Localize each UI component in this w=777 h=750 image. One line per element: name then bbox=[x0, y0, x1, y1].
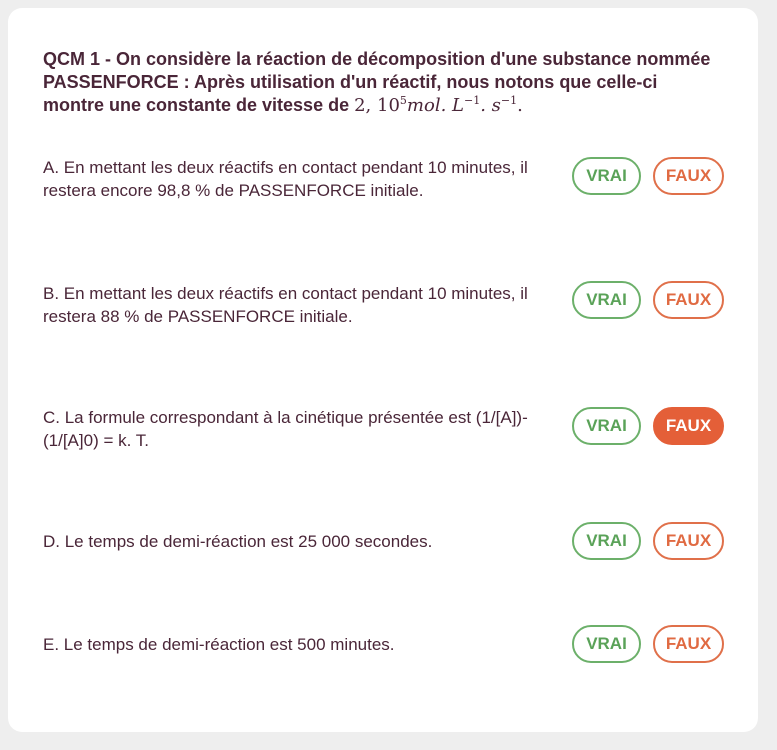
rate-constant bbox=[354, 95, 523, 116]
answer-item-text: A. En mettant les deux réactifs en contact pendant 10 minutes, il restera encore 98,8 % de PASSENFORCE initiale. bbox=[43, 158, 528, 200]
rate-unit-s: . s bbox=[480, 95, 501, 116]
rate-unit-mol: mol. L bbox=[406, 95, 464, 116]
answer-item-e bbox=[43, 625, 723, 675]
answer-item-text: C. La formule correspondant à la cinétique présentée est (1/[A])- (1/[A]0) = k. T. bbox=[43, 408, 528, 450]
vrai-button-c[interactable]: VRAI bbox=[572, 407, 641, 445]
answer-item-text: E. Le temps de demi-réaction est 500 minutes. bbox=[43, 635, 395, 654]
answer-item-text: D. Le temps de demi-réaction est 25 000 secondes. bbox=[43, 532, 433, 551]
answer-item-b bbox=[43, 280, 723, 330]
rate-unit-exponent-1: −1 bbox=[463, 94, 481, 107]
faux-button-b[interactable]: FAUX bbox=[653, 281, 724, 319]
rate-period: . bbox=[517, 95, 523, 116]
rate-exponent: 5 bbox=[399, 94, 407, 107]
rate-value: 2, 10 bbox=[354, 95, 400, 116]
vrai-button-e[interactable]: VRAI bbox=[572, 625, 641, 663]
faux-button-d[interactable]: FAUX bbox=[653, 522, 724, 560]
answer-item-d bbox=[43, 522, 723, 572]
question-card bbox=[8, 8, 758, 732]
question-text: QCM 1 - On considère la réaction de décomposition d'une substance nommée PASSENFORCE : Après utilisation d'un réactif, nous notons que celle-ci montre une constante de vitesse de bbox=[43, 49, 711, 115]
rate-unit-exponent-2: −1 bbox=[500, 94, 518, 107]
question-title bbox=[43, 48, 723, 117]
vrai-button-a[interactable]: VRAI bbox=[572, 157, 641, 195]
vrai-button-b[interactable]: VRAI bbox=[572, 281, 641, 319]
answer-item-c bbox=[43, 406, 723, 456]
faux-button-c[interactable]: FAUX bbox=[653, 407, 724, 445]
faux-button-e[interactable]: FAUX bbox=[653, 625, 724, 663]
answer-item-text: B. En mettant les deux réactifs en contact pendant 10 minutes, il restera 88 % de PASSENFORCE initiale. bbox=[43, 284, 528, 326]
vrai-button-d[interactable]: VRAI bbox=[572, 522, 641, 560]
answer-item-a bbox=[43, 154, 723, 204]
faux-button-a[interactable]: FAUX bbox=[653, 157, 724, 195]
